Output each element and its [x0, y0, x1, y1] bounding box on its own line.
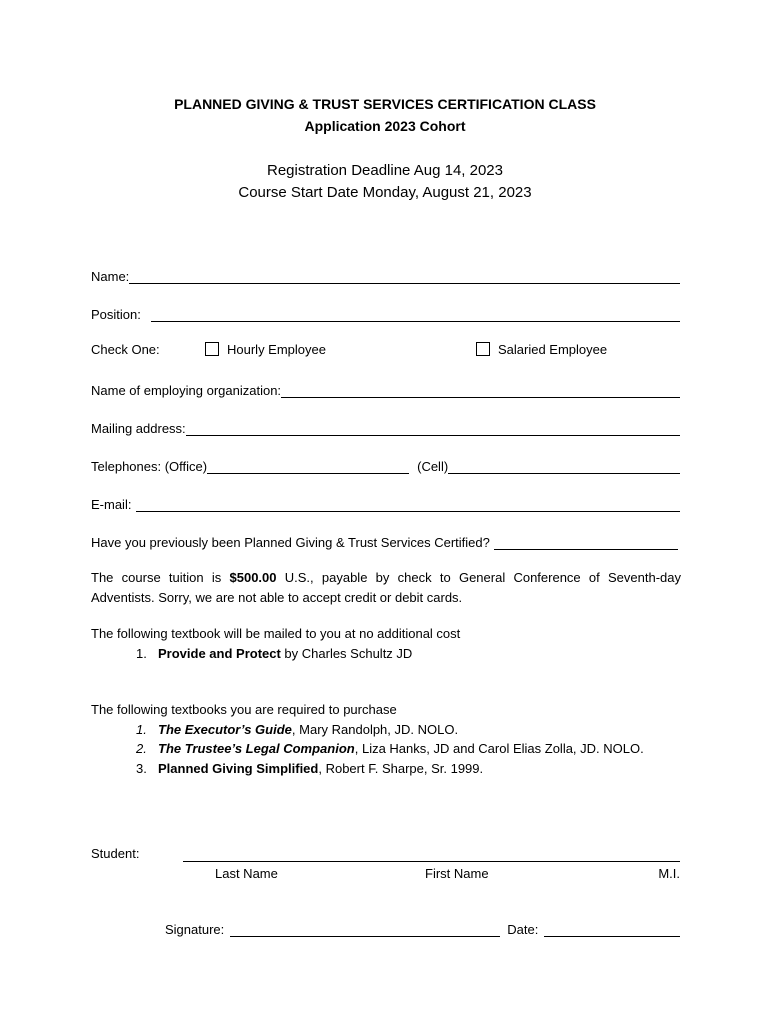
telephones-row [91, 456, 680, 474]
mailing-field[interactable] [186, 421, 680, 436]
purchase-books-intro: The following textbooks you are required to purchase [91, 702, 397, 717]
salaried-option[interactable] [476, 342, 607, 357]
book-title: Planned Giving Simplified [158, 761, 319, 776]
form-title: PLANNED GIVING & TRUST SERVICES CERTIFICATION CLASS [174, 96, 596, 112]
position-row [91, 304, 680, 322]
last-name-caption: Last Name [215, 866, 278, 881]
check-one-label: Check One: [91, 342, 160, 357]
tuition-prefix: The course tuition is [91, 570, 230, 585]
signature-field[interactable] [230, 922, 500, 937]
form-subtitle: Application 2023 Cohort [304, 118, 466, 134]
certified-field[interactable] [494, 535, 678, 550]
tuition-paragraph [91, 568, 681, 608]
registration-deadline: Registration Deadline Aug 14, 2023 [266, 162, 503, 179]
organization-field[interactable] [281, 383, 680, 398]
first-name-caption: First Name [425, 866, 489, 881]
position-label: Position: [91, 307, 141, 322]
signature-row [165, 919, 680, 937]
organization-row [91, 380, 680, 398]
cell-label: (Cell) [417, 459, 449, 474]
tuition-suffix: U.S., payable by check to General Conference of Seventh-day Adventists. Sorry, we are not able to accept credit or debit cards. [91, 570, 681, 605]
student-label: Student: [91, 846, 140, 861]
date-label: Date: [507, 922, 539, 937]
office-phone-field[interactable] [207, 459, 409, 474]
book-title: The Executor’s Guide [158, 722, 292, 737]
cell-phone-field[interactable] [448, 459, 680, 474]
mi-caption: M.I. [658, 866, 680, 881]
name-label: Name: [91, 269, 130, 284]
email-row [91, 494, 680, 512]
name-row [91, 266, 680, 284]
mailing-label: Mailing address: [91, 421, 186, 436]
list-item: 2. The Trustee’s Legal Companion, Liza Hanks, JD and Carol Elias Zolla, JD. NOLO. [136, 741, 644, 756]
list-item: 1. The Executor’s Guide, Mary Randolph, JD. NOLO. [136, 722, 459, 737]
email-field[interactable] [136, 497, 680, 512]
course-start-date: Course Start Date Monday, August 21, 2023 [238, 184, 532, 201]
hourly-checkbox[interactable] [205, 342, 219, 356]
book-title: Provide and Protect [158, 646, 281, 661]
tuition-amount: $500.00 [229, 570, 277, 585]
hourly-label: Hourly Employee [227, 342, 326, 357]
position-field[interactable] [151, 307, 680, 322]
list-item: 1. Provide and Protect by Charles Schultz JD [136, 646, 413, 661]
mailing-row [91, 418, 680, 436]
email-label: E-mail: [91, 497, 132, 512]
certified-question: Have you previously been Planned Giving & Trust Services Certified? [91, 535, 490, 550]
signature-label: Signature: [165, 922, 225, 937]
salaried-label: Salaried Employee [498, 342, 608, 357]
book-title: The Trustee’s Legal Companion [158, 741, 355, 756]
student-name-field[interactable] [183, 861, 680, 862]
hourly-option[interactable] [205, 342, 326, 357]
name-field[interactable] [129, 269, 680, 284]
organization-label: Name of employing organization: [91, 383, 282, 398]
salaried-checkbox[interactable] [476, 342, 490, 356]
list-item: 3. Planned Giving Simplified, Robert F. Sharpe, Sr. 1999. [136, 761, 484, 776]
telephones-label: Telephones: (Office) [91, 459, 208, 474]
date-field[interactable] [544, 922, 680, 937]
certified-row [91, 532, 678, 550]
mailed-books-intro: The following textbook will be mailed to you at no additional cost [91, 626, 461, 641]
